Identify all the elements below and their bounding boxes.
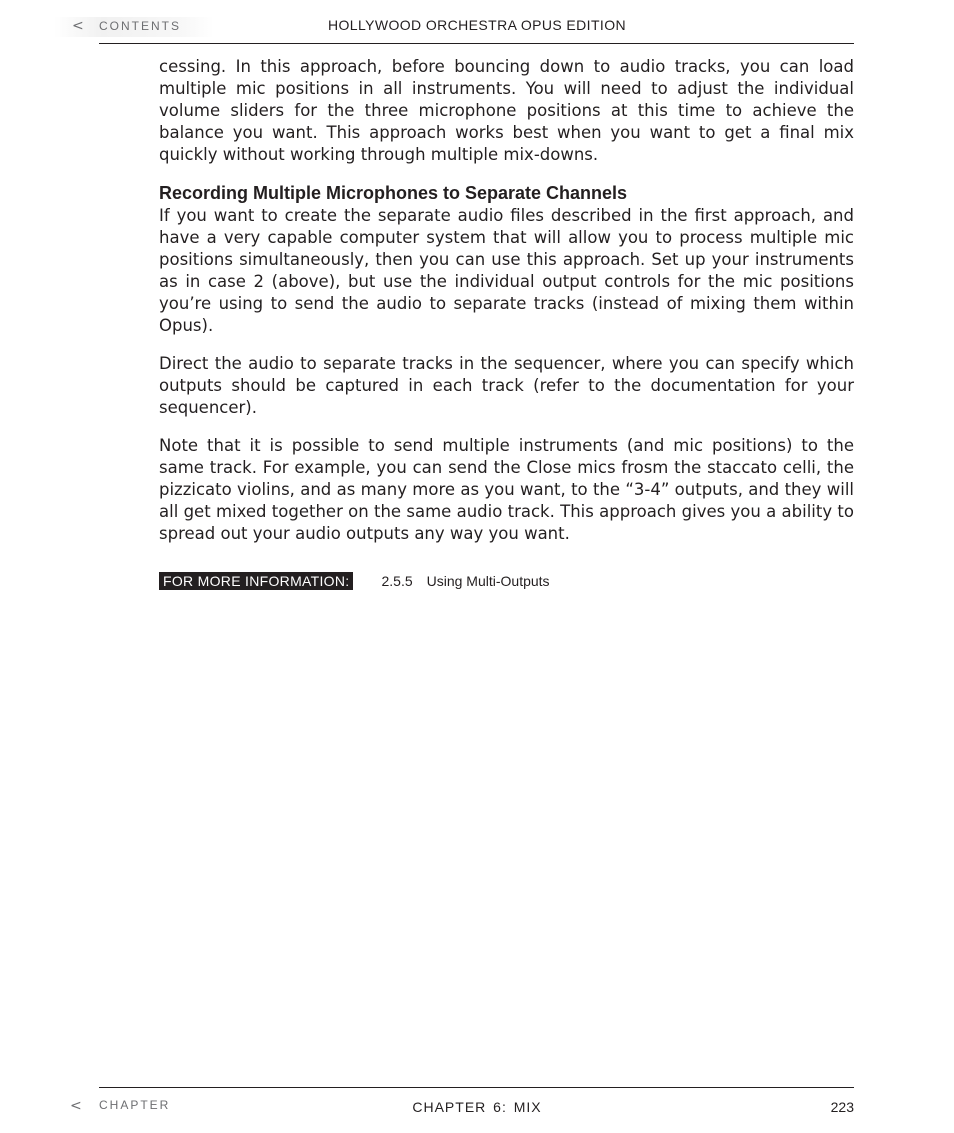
body-paragraph-2: Direct the audio to separate tracks in the sequencer, where you can specify which outputs should be captured in each track (refer to the documentation for your sequencer).	[159, 354, 854, 417]
chevron-left-icon: <	[70, 1098, 82, 1114]
reference-link[interactable]: Using Multi-Outputs	[426, 573, 550, 589]
page-body	[159, 56, 854, 590]
more-info-reference	[159, 572, 854, 590]
more-info-tag: FOR MORE INFORMATION:	[159, 572, 353, 590]
page-number: 223	[830, 1099, 854, 1115]
header-divider	[99, 43, 854, 44]
chevron-left-icon: <	[72, 18, 84, 34]
contents-label: CONTENTS	[99, 19, 181, 33]
body-paragraph-1: If you want to create the separate audio files described in the first approach, and have a very capable computer system that will allow you to process multiple mic positions simultaneously, then you can use this approach. Set up your instruments as in case 2 (above), but use the individual output controls for the mic positions you’re using to send the audio to separate tracks (instead of mixing them within Opus).	[159, 206, 854, 335]
footer-divider	[99, 1087, 854, 1088]
chapter-title: CHAPTER 6: MIX	[412, 1099, 542, 1115]
section-heading: Recording Multiple Microphones to Separate Channels	[159, 183, 628, 203]
reference-section-number: 2.5.5	[381, 573, 413, 589]
body-paragraph-3: Note that it is possible to send multiple instruments (and mic positions) to the same track. For example, you can send the Close mics frosm the staccato celli, the pizzicato violins, and as many more as you want, to the “3-4” outputs, and they will all get mixed together on the same audio track. This approach gives you a ability to spread out your audio outputs any way you want.	[159, 436, 854, 543]
intro-paragraph: cessing. In this approach, before bouncing down to audio tracks, you can load multiple mic positions in all instruments. You will need to adjust the individual volume sliders for the three microphone positions at this time to achieve the balance you want. This approach works best when you want to get a final mix quickly without working through multiple mix-downs.	[159, 57, 854, 164]
chapter-label: CHAPTER	[99, 1098, 171, 1112]
document-title: HOLLYWOOD ORCHESTRA OPUS EDITION	[327, 17, 627, 33]
